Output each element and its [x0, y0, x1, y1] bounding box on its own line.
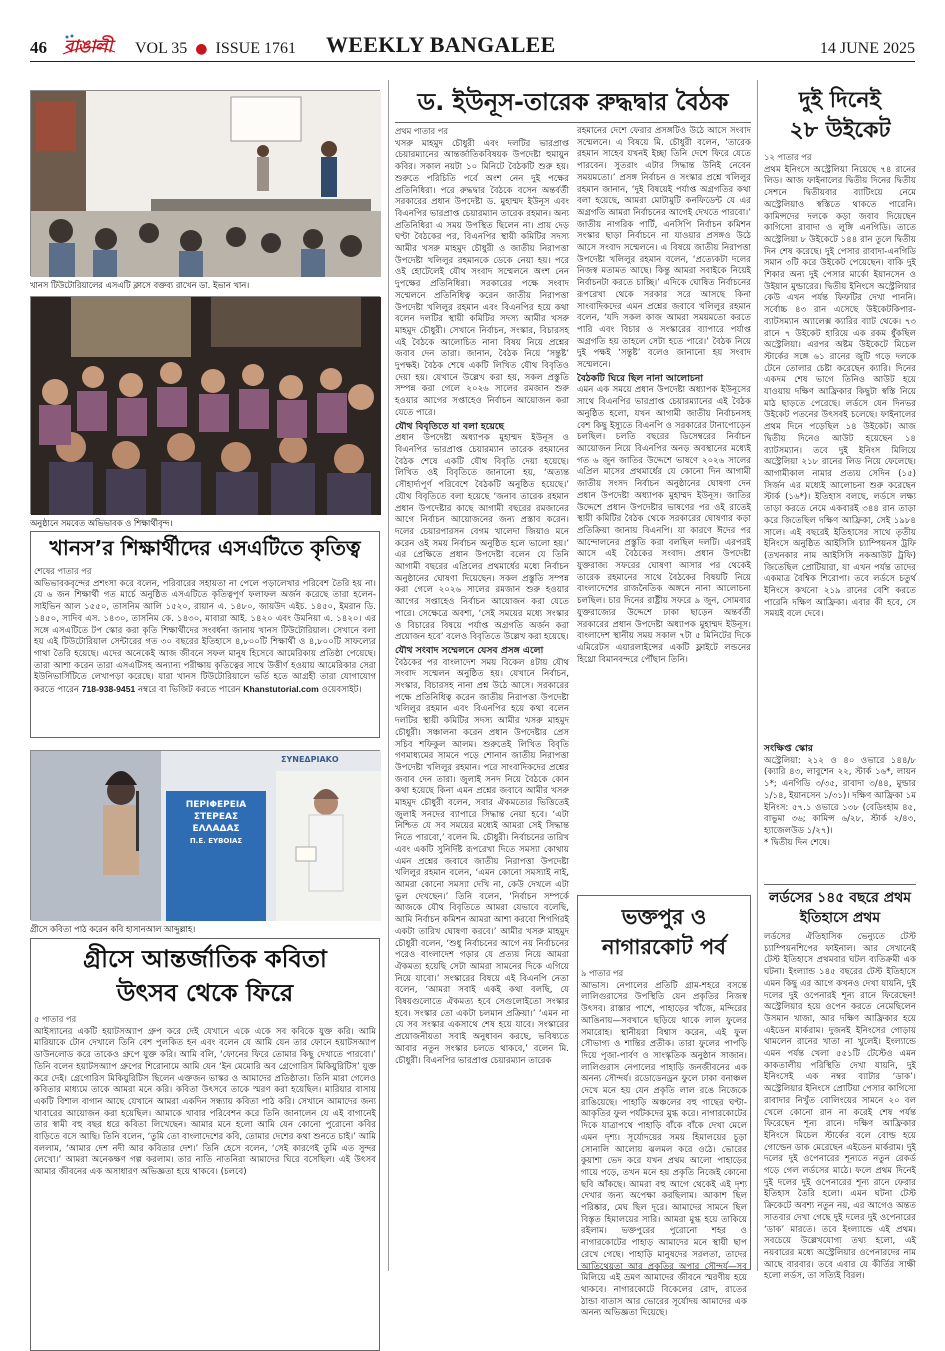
continuation-note: শেষের পাতার পর: [34, 566, 92, 576]
article-greece-headline-line2: উৎসব থেকে ফিরে: [116, 979, 294, 1007]
subheading: যৌথ বিবৃতিতে যা বলা হয়েছে: [395, 420, 505, 432]
scorecard-note: * দ্বিতীয় দিন শেষে।: [764, 837, 830, 848]
audience-photo: [30, 296, 380, 514]
classroom-photo: [30, 90, 380, 276]
article-bhaktapur-headline-line1: ভক্তপুর ও: [621, 905, 707, 929]
scorecard-block: [764, 742, 916, 882]
poetry-reading-photo: [30, 750, 380, 920]
article-yunus-tarek-headline: ড. ইউনূস-তারেক রুদ্ধদ্বার বৈঠক: [417, 88, 729, 116]
volume-label: VOL 35: [135, 40, 188, 57]
article-text: এমন এক সময়ে প্রধান উপদেষ্টা অধ্যাপক ইউনূসের সাথে বিএনপির ভারপ্রাপ্ত চেয়ারম্যানের এই বৈঠক অনুষ্ঠিত হলো, যখন আগামী জাতীয় নির্বাচনসহ বেশ কিছু ইস্যুতে বিএনপি ও সরকারের টানাপোড়েন চলছিল। চলতি বছরের ডিসেম্বরের নির্বাচন আয়োজন নিয়ে বিএনপির অনড় অবস্থানের মধ্যেই গত ৬ জুন জাতির উদ্দেশে ভাষণে ২০২৬ সালের এপ্রিল মাসের প্রথমার্ধের যে কোনো দিন আগামী জাতীয় সংসদ নির্বাচন অনুষ্ঠানের ঘোষণা দেন প্রধান উপদেষ্টা অধ্যাপক মুহাম্মদ ইউনূস। জাতির উদ্দেশে প্রধান উপদেষ্টার ভাষণের পর ওই রাতেই স্থায়ী কমিটির বৈঠক থেকে সরকারের ঘোষণার কড়া প্রতিক্রিয়া জানায় বিএনপি। যা কারণে ঈদের পর আন্দোলনের প্রস্তুতি করা বলছিল দলটি। এরপরই আসে এই বৈঠকের সংবাদ। প্রধান উপদেষ্টা যুক্তরাজ্য সফরের ঘোষণা আসার পর থেকেই তারেক রহমানের সাথে বৈঠকের বিষয়টি নিয়ে বাংলাদেশের রাজনৈতিক অঙ্গনে নানা আলোচনা চলছিল। চার দিনের রাষ্ট্রীয় সফরে ৯ জুন, সোমবার যুক্তরাজ্যের উদ্দেশে ঢাকা ছাড়েন অন্তর্বর্তী সরকারের প্রধান উপদেষ্টা অধ্যাপক মুহাম্মদ ইউনূস। বাংলাদেশ স্থানীয় সময় সকাল ৭টা ৫ মিনিটের দিকে এমিরেটস এয়ারলাইন্সের একটি ফ্লাইটে লন্ডনের হিথ্রো বিমানবন্দরে পৌঁছান তিনি।: [577, 385, 751, 665]
article-lords-headline-line2: ইতিহাসে প্রথম: [799, 910, 881, 926]
newspaper-logo: [61, 32, 117, 58]
article-text: আভাস। নেপালের প্রতিটি গ্রাম-শহরে বসন্তে লালিগুরাসের উপস্থিতি যেন প্রকৃতির নিজস্ব উৎসব। রাস্তার পাশে, পাহাড়ের খাঁজে, মন্দিরের আঙিনায়—সবখানে ছড়িয়ে থাকে লাল ফুলের সমারোহ। স্থানীয়রা বিশ্বাস করেন, এই ফুল সৌভাগ্য ও শান্তির প্রতীক। তারা ফুলের পাপড়ি দিয়ে পূজা-পার্বণ ও সাংস্কৃতিক অনুষ্ঠান সাজান। লালিগুরাস নেপালের পাহাড়ি জনজীবনের এক অনন্য সৌন্দর্য। রডোডেনড্রন ফুলে ঢাকা বনাঞ্চল দেখে মনে হয় যেন প্রকৃতি লাল রঙে নিজেকে রাঙিয়েছে। পাহাড়ি অঞ্চলের বহু গাছের ঘণ্টা-আকৃতির ফুল পর্যটকদের মুগ্ধ করে। নাগারকোটের দিকে যাত্রাপথে পাহাড়ি বাঁকে বাঁকে দেখা মেলে এমন দৃশ্য। সূর্যোদয়ের সময় হিমালয়ের চূড়া সোনালি আলোয় ঝলমল করে ওঠে। ভোরের কুয়াশা ভেদ করে যখন প্রথম আলো পাহাড়ের গায়ে পড়ে, তখন মনে হয় প্রকৃতি নিজেই কোনো ছবি আঁকছে। আমরা বহু আগে থেকেই এই দৃশ্য দেখার জন্য অপেক্ষা করছিলাম। আকাশ ছিল পরিষ্কার, মেঘ ছিল দূরে। আমাদের সামনে ছিল বিস্তৃত হিমালয়ের সারি। আমরা মুগ্ধ হয়ে তাকিয়ে রইলাম। ভক্তপুরের পুরোনো শহর ও নাগারকোটের পাহাড় আমাদের মনে স্থায়ী ছাপ রেখে গেছে। পাহাড়ি মানুষদের সরলতা, তাদের আতিথেয়তা আর প্রকৃতির অপার সৌন্দর্য—সব মিলিয়ে এই ভ্রমণ আমাদের জীবনে স্মরণীয় হয়ে থাকবে। নাগারকোটে বিকেলের রোদ, রাতের ঠান্ডা বাতাস আর ভোরের সূর্যোদয় আমাদের এক অনন্য অভিজ্ঞতা দিয়েছে।: [581, 980, 747, 1319]
article-text: বৈঠকের পর বাংলাদেশ সময় বিকেল ৪টায় যৌথ সংবাদ সম্মেলন অনুষ্ঠিত হয়। যেখানে নির্বাচন, সংস্কার, বিচারসহ নানা প্রশ্ন উঠে আসে। সরকারের পক্ষে প্রতিনিধিত্ব করেন জাতীয় নিরাপত্তা উপদেষ্টা খলিলুর রহমান এবং বিএনপির হয়ে কথা বলেন দলটির স্থায়ী কমিটির সদস্য আমীর খসরু মাহমুদ চৌধুরী। সঞ্চালনা করেন প্রধান উপদেষ্টার প্রেস সচিব শফিকুল আলম। শুরুতেই লিখিত বিবৃতি গণমাধ্যমের সামনে পড়ে শোনান জাতীয় নিরাপত্তা উপদেষ্টা খলিলুর রহমান। পরে সাংবাদিকদের প্রশ্নের জবাব দেন তারা। জুলাই সনদ নিয়ে বৈঠকে কোন কথা হয়েছে কিনা এমন প্রশ্নের জবাবে আমীর খসরু মাহমুদ চৌধুরী বলেন, সবার ঐকমত্যের ভিত্তিতেই জুলাই সনদের ব্যাপারে সিদ্ধান্ত নেয়া হবে। ‘এটা নিশ্চিত যে সব সময়ের মধ্যেই আমরা সেই সিদ্ধান্ত নিতে পারবো,’ বলেন মি. চৌধুরী। নির্বাচনের তারিখ এবং একটি সুনির্দিষ্ট রূপরেখা দিতে সমস্যা কোথায় এমন প্রশ্নের জবাবে জাতীয় নিরাপত্তা উপদেষ্টা খলিলুর রহমান বলেন, ‘এমন কোনো সমস্যাই নাই, আমরা কোনো সমস্যা দেখি না, কেউ দেখলে এটা ভুল দেখছেন।’ তিনি বলেন, ‘নির্বাচন সম্পর্কে আজকে যৌথ বিবৃতিতে আমরা যেভাবে বলেছি, আমি নির্বাচন কমিশন আমরা আশা করবো শিগগিরই একটা তারিখ ঘোষণা করবে।’ আমীর খসরু মাহমুদ চৌধুরী বলেন, ‘শুধু নির্বাচনের আগে নয় নির্বাচনের পরেও বাংলাদেশ গড়ার যে প্রত্যয় নিয়ে আমরা ঐকমত্য হয়েছি সেটা আমরা সামনের দিকে এগিয়ে নিয়ে যাবো।’ সংস্কারের বিষয়ে এই বিএনপি নেতা বলেন, ‘আমরা সবাই একই কথা বলছি, যে বিষয়গুলোতে ঐকমত্য হবে সেগুলোইতো সংস্কার হবে। সংস্কার তো একটা চলমান প্রক্রিয়া।’ ‘এমন না যে সব সংস্কার একসাথে শেষ হয়ে যাবে। সংস্কারের প্রয়োজনীয়তা সবাই অনুধাবন করছে, ভবিষ্যতে আবার নতুন সংস্কার চলতে থাকবে,’ বলেন মি. চৌধুরী। বিএনপির ভারপ্রাপ্ত চেয়ারম্যান তারেক: [395, 657, 569, 1066]
article-text: রহমানের দেশে ফেরার প্রসঙ্গটিও উঠে আসে সংবাদ সম্মেলনে। এ বিষয়ে মি. চৌধুরী বলেন, ‘তারেক রহমান সাহেব যখনই ইচ্ছা তিনি দেশে ফিরে যেতে পারবেন। সুতরাং এটার সিদ্ধান্ত উনিই নেবেন সময়মতো।’ প্রসঙ্গ নির্বাচন ও সংস্কার প্রশ্নে খলিলুর রহমান জানান, ‘দুই বিষয়েই পর্যাপ্ত অগ্রগতির কথা বলা হয়েছে, আমরা মোটামুটি কনফিডেন্ট যে এর অগ্রগতি আমরা নির্বাচনের আগেই দেখতে পারবো।’ জাতীয় নাগরিক পার্টি, এনসিপি নির্বাচন কমিশন সংস্কার ছাড়া নির্বাচনে না যাওয়ার প্রসঙ্গও উঠে আসে সংবাদ সম্মেলনে। এ বিষয়ে জাতীয় নিরাপত্তা উপদেষ্টা খলিলুর রহমান বলেন, ‘প্রত্যেকটা দলের নিজস্ব মতামত আছে। কিন্তু আমরা সবাইকে নিয়েই নির্বাচনটা করতে চাচ্ছি।’ এদিকে ঘোষিত নির্বাচনের রূপরেখা থেকে সরকার সরে আসছে কিনা সাংবাদিকদের এমন প্রশ্নের জবাবে খলিলুর রহমান বলেন, ‘যদি সকল কাজ আমরা সময়মতো করতে পারি এবং বিচার ও সংস্কারের ব্যাপারে পর্যাপ্ত অগ্রগতি হয় তাহলে সেটা হতে পারে।’ বৈঠক নিয়ে দুই পক্ষই ‘সন্তুষ্ট’ বলেও জানানো হয় সংবাদ সম্মেলনে।: [577, 126, 751, 371]
continuation-note: প্রথম পাতার পর: [395, 126, 448, 136]
right-column: [757, 80, 916, 1282]
continuation-note: ৯ পাতার পর: [581, 968, 624, 978]
audience-photo-caption: অনুষ্ঠানে সমবেত অভিভাবক ও শিক্ষার্থীবৃন্দ।: [30, 518, 173, 528]
continuation-note: ১২ পাতার পর: [764, 152, 812, 162]
separator-dot-icon: ●: [195, 41, 208, 57]
article-text: ওয়েবসাইট।: [321, 685, 362, 696]
article-greece-body: [34, 1014, 376, 1348]
article-text: আইস্যানের একটি হয়াটসঅ্যাপ গ্রুপ করে দেই যেখানে একে একে সব কবিকে যুক্ত করি। আমি মারিয়াকে টোন দেখালে তিনি বেশ পুলকিত হন এবং বলেন যে আমি যেন তার ফোনে হয়াটসঅ্যাপ ডাউনলোড করে তাকেও গ্রুপে যুক্ত করি। আমি বলি, ‘ফোনের ফিরে তোমার কিছু দেখাতে পারবো।’ তিনি বলেন হয়াটসঅ্যাপ গ্রুপের শিরোনামে আমি যেন ‘ইন মেমোরি অব গ্রেগোরিস মিকিয়ুরিটিস’ যুক্ত করে দেই। গ্রেগোরিস মিকিয়ুরিটিস ছিলেন এক্তজন ভাস্কর ও আমাদের প্রতিষ্ঠাতা। তিনি মারা গেলেও কবিতার মাধ্যমে তাকে আমরা মনে করি। কবিতা উৎসবে তাকে স্মরণ করা হয়েছিল। মারিয়ার বাসায় একটি বিশাল বাগান আছে যেখানে আমরা একদিন সন্ধ্যায় কবিতা পাঠ করি। সেখানে আমাদের জন্য খাবারের আয়োজন করা হয়েছিল। আমাকে খাবার পরিবেশন করে তিনি জানালেন যে এই বাগানেই তার স্বামী বহু বছর ধরে কবিতা লিখেছেন। আমার মনে হলো আমি যেন কোনো পুরোনো কবির বাড়িতে বসে আছি। তিনি বলেন, ‘তুমি তো বাংলাদেশের কবি, তোমার দেশের কথা শুনতে চাই।’ আমি বললাম, ‘আমার দেশ নদী আর কবিতার দেশ।’ তিনি হেসে বলেন, ‘সেই কারণেই তুমি এত সুন্দর লেখো।’ আমরা অনেকক্ষণ গল্প করলাম। তার নাতি নাতনিরা আমাদের ঘিরে বসেছিল। এই উৎসব আমার জীবনের এক অসাধারণ অভিজ্ঞতা হয়ে থাকবে। (চলবে): [34, 1026, 376, 1178]
article-cricket-body: [764, 152, 916, 742]
article-text: নম্বরে বা ভিজিট করতে পারেন: [138, 685, 241, 696]
article-khans-sat-headline: খানস’র শিক্ষার্থীদের এসএটিতে কৃতিত্ব: [49, 536, 361, 560]
page-number: 46: [30, 38, 47, 57]
article-text: লর্ডসের ঐতিহাসিক ভেন্যুতে টেস্ট চ্যাম্পিয়নশিপের ফাইনাল। আর সেখানেই টেস্ট ইতিহাসে প্রথমবার ঘটল ব্যতিক্রমী এক ঘটনা। ইংল্যান্ড ১৪৫ বছরের টেস্ট ইতিহাসে এমন কিছু এর আগে কখনও দেখা যায়নি, দুই দলের দুই ওপেনারই শূন্য রানে ফিরেছেন! অস্ট্রেলিয়ার হয়ে ওপেন করতে নেমেছিলেন উসমান খাজা, আর দক্ষিণ আফ্রিকার হয়ে এইডেন মার্করাম। দুজনই ইনিংসের গোড়ায় থামলেন রানের খাতা না খুলেই। ইংল্যান্ডে এমন পর্যন্ত খেলা ৫৫১টি টেস্টেও এমন কাকতালীয় পরিস্থিতি দেখা যায়নি, দুই ইনিংসেই এক নম্বর ব্যাটার ‘ডাক’। অস্ট্রেলিয়ার ইনিংসে প্রোটিয়া পেসার কাগিসো রাবাদার নিখুঁত বোলিংয়ের সামনে ২০ বল খেলে কোনো রান না করেই শেষ পর্যন্ত ফিরেছেন শূন্য রানে। দক্ষিণ আফ্রিকার ইনিংসে মিচেল স্টার্কের বলে বোল্ড হয়ে গোল্ডেন ডাক মেরেছেন এইডেন মার্করাম। দুই দলের দুই ওপেনারের শূন্যতে নতুন রেকর্ড গড়ে গেল লর্ডসের মাঠে। ফলে প্রথম দিনেই দুই দলের দুই ওপেনারের শূন্য রানে ফেরার ইতিহাস তৈরি হলো। এমন ঘটনা টেস্ট ক্রিকেটে অবশ্য নতুন নয়, এর আগেও অন্তত সাতবার দেখা গেছে দুই দলের দুই ওপেনারের ‘ডাক’ মারতে। তবে ইংল্যান্ডে এই প্রথম। সবচেয়ে উল্লেখযোগ্য তথ্য হলো, এই নয়বারের মধ্যে অস্ট্রেলিয়ার ওপেনারদের নাম আছে বারবার। তবে এবার যে কীর্তির সাক্ষী হলো লর্ডস, তা সত্যিই বিরল।: [764, 932, 916, 1282]
issue-date: 14 JUNE 2025: [819, 40, 915, 57]
continuation-note: ৫ পাতার পর: [34, 1014, 77, 1024]
scorecard-title: সংক্ষিপ্ত স্কোর: [764, 743, 813, 754]
article-text: প্রধান উপদেষ্টা অধ্যাপক মুহাম্মদ ইউনূস ও বিএনপির ভারপ্রাপ্ত চেয়ারম্যান তারেক রহমানের বৈঠক শেষে একটি যৌথ বিবৃতি দেয়া হয়েছে। লিখিত ওই বিবৃতিতে জানানো হয়, ‘অত্যন্ত সৌহার্দ্যপূর্ণ পরিবেশে বৈঠকটি অনুষ্ঠিত হয়েছে।’ যৌথ বিবৃতিতে বলা হয়েছে ‘জনাব তারেক রহমান প্রধান উপদেষ্টার কাছে আগামী বছরের রমজানের আগে নির্বাচন আয়োজনের জন্য প্রস্তাব করেন। দলের চেয়ারপারসন বেগম খালেদা জিয়াও মনে করেন ওই সময় নির্বাচন অনুষ্ঠিত হলে ভালো হয়।’ এর প্রেক্ষিতে প্রধান উপদেষ্টা বলেন যে তিনি আগামী বছরের এপ্রিলের প্রথমার্ধের মধ্যে নির্বাচন অনুষ্ঠানের ঘোষণা দিয়েছেন। সকল প্রস্তুতি সম্পন্ন করা গেলে ২০২৬ সালের রমজান শুরু হওয়ার আগের সপ্তাহেও নির্বাচন আয়োজন করা যেতে পারে। সেক্ষেত্রে অবশ্য, ‘সেই সময়ের মধ্যে সংস্কার ও বিচারের বিষয়ে পর্যাপ্ত অগ্রগতি অর্জন করা প্রয়োজন হবে’ বলেও বিবৃতিতে উল্লেখ করা হয়েছে।: [395, 433, 569, 643]
issue-label: ISSUE 1761: [215, 40, 296, 57]
article-bhaktapur-headline-line2: নাগারকোট পর্ব: [602, 935, 726, 959]
website-link: Khanstutorial.com: [243, 684, 319, 695]
article-yunus-tarek-body-col-a: [395, 126, 569, 1286]
article-yunus-tarek-body-col-b: [577, 126, 751, 894]
poetry-reading-photo-caption: গ্রীসে কবিতা পাঠ করেন কবি হাসানআল আব্দুল্লাহ।: [30, 924, 196, 934]
banner-text: ΣΥΝΕΔΡΙΑΚΟ: [281, 755, 339, 764]
contact-phone: 718-938-9451: [81, 684, 136, 695]
banner-text: ΠΕΡΙΦΕΡΕΙΑ: [185, 800, 247, 810]
scorecard-text: অস্ট্রেলিয়া: ২১২ ও ৪০ ওভারে ১৪৪/৮ (ক্যারি ৪৩, লাবুশেন ২২, স্টার্ক ১৬*, লায়ন ১*; এনগিডি ৩/৩৫, রাবাদা ৩/৪৪, মুল্ডার ১/১৪, ইয়ানসেন ১/৩১)। দক্ষিণ আফ্রিকা ১ম ইনিংস: ৫৭.১ ওভারে ১৩৮ (বেডিংহাম ৪৫, বাভুমা ৩৬; কামিন্স ৬/২৮, স্টার্ক ২/৪৩, হ্যাজেলউড ১/২৭)।: [764, 755, 916, 836]
article-text: খসরু মাহমুদ চৌধুরী এবং দলটির ভারপ্রাপ্ত চেয়ারম্যানের আন্তর্জাতিকবিষয়ক উপদেষ্টা হুমায়ুন কবির। সকাল নয়টা ১০ মিনিটে বৈঠকটি শুরু হয়। শুরুতে পরিচিতি পর্বে অংশ নেন দুই পক্ষের প্রতিনিধিরা। পরে রুদ্ধদ্বার বৈঠকে বসেন অন্তর্বর্তী সরকারের প্রধান উপদেষ্টা ড. মুহাম্মদ ইউনূস এবং বিএনপির ভারপ্রাপ্ত চেয়ারম্যান তারেক রহমান। অন্য প্রতিনিধিরা এ সময় উপস্থিত ছিলেন না। প্রায় দেড় ঘণ্টা বৈঠকের পর, বিএনপির স্থায়ী কমিটির সদস্য আমীর খসরু মাহমুদ চৌধুরী ও জাতীয় নিরাপত্তা উপদেষ্টা খলিলুর রহমানকে ডেকে নেয়া হয়। পরে ওই হোটেলেই যৌথ সংবাদ সম্মেলনে অংশ নেন দুপক্ষের প্রতিনিধিরা। সরকারের পক্ষে সংবাদ সম্মেলনে প্রতিনিধিত্ব করেন জাতীয় নিরাপত্তা উপদেষ্টা খলিলুর রহমান এবং বিএনপির হয়ে কথা বলেন দলটির স্থায়ী কমিটির সদস্য আমীর খসরু মাহমুদ চৌধুরী। সেখানে নির্বাচন, সংস্কার, বিচারসহ এই বৈঠকে আলোচিত নানা বিষয় নিয়ে প্রশ্নের জবাব দেন তারা। জানান, বৈঠক নিয়ে ‘সন্তুষ্ট’ দুপক্ষই। বৈঠক শেষে একটি লিখিত যৌথ বিবৃতিও দেয়া হয়। যেখানে উল্লেখ করা হয়, সকল প্রস্তুতি সম্পন্ন করা গেলে ২০২৬ সালের রমজান শুরু হওয়ার আগের সপ্তাহেও নির্বাচন আয়োজন করা যেতে পারে।: [395, 138, 569, 418]
subheading: বৈঠকটি ঘিরে ছিল নানা আলোচনা: [577, 372, 704, 384]
article-cricket-headline-line1: দুই দিনেই: [799, 88, 881, 113]
article-text: প্রথম ইনিংসে অস্ট্রেলিয়া নিয়েছে ৭৪ রানের লিড। আজ ফাইনালের দ্বিতীয় দিনের দ্বিতীয় সেশনে দ্বিতীয়বার ব্যাটিংয়ে নেমে অস্ট্রেলিয়াও স্বস্তিতে থাকতে পারেনি। কামিন্সদের দলকে কড়া জবাব দিয়েছেন কাগিসো রাবাদা ও লুঙ্গি এনগিডি। তাতে অস্ট্রেলিয়া ৮ উইকেটে ১৪৪ রান তুলে দ্বিতীয় দিন শেষ করেছে। দুই পেসার রাবাদা-এনগিডি সমান ৩টি করে উইকেট পেয়েছেন। বাকি দুই শিকার অন্য দুই পেসার মার্কো ইয়ানসেন ও উইয়ান মুল্ডারের। দ্বিতীয় ইনিংসে অস্ট্রেলিয়ার কেউ এখন পর্যন্ত ফিফটির দেখা পাননি। সর্বোচ্চ ৪৩ রান এসেছে উইকেটকিপার-ব্যাটসম্যান অ্যালেক্স ক্যারির ব্যাট থেকে। ৭৩ রানে ৭ উইকেট হারিয়ে এক রকম ধুঁকছিল অস্ট্রেলিয়া। এরপর অষ্টম উইকেটে মিচেল স্টার্কের সঙ্গে ৬১ রানের জুটি গড়ে দলকে টেনে তোলার চেষ্টা করেছেন ক্যারি। দিনের একদম শেষ ভাগে তিনিও আউট হয়ে যাওয়ায় দক্ষিণ আফ্রিকার কিছুটা স্বস্তি নিয়ে মাঠ ছাড়তে পেরেছে। লর্ডসে যেন দিনভর উইকেট পতনের উৎসবই চলেছে। ফাইনালের প্রথম দিনে পড়েছিল ১৪ উইকেট। আজ দ্বিতীয় দিনেও আউট হয়েছেন ১৪ ব্যাটসম্যান। তবে দুই ইনিংস মিলিয়ে অস্ট্রেলিয়া ২১৮ রানের লিড নিয়ে ফেলেছে। আগামীকাল নামার প্রত্যয় সেদিন (১৫) সির্জন এর মধ্যেই আলোচনা শুরু করেছেন স্টার্ক (১৬*)। ইতিহাস বলছে, লর্ডসে লক্ষ্য তাড়া করতে নেমে একবারই ৩৪৪ রান তাড়া করে জিতেছিল দক্ষিণ আফ্রিকা, সেই ১৯৮৪ সালে। এই বছরেই ইতিহাসের সাথে তৃতীয় ইনিংসে অনুষ্ঠিত আইসিসি চ্যাম্পিয়নস ট্রফি (তখনকার নাম আইসিসি নকআউট ট্রফি) জিতেছিল প্রোটিয়ারা, যা এখন পর্যন্ত তাদের একমাত্র বৈশ্বিক শিরোপা। তবে লর্ডসে চতুর্থ ইনিংসে কখনো ২১৯ রানের বেশি করতে পারেনি দক্ষিণ আফ্রিকা। এবার কী হবে, সে সময়ই বলে দেবে।: [764, 164, 916, 620]
article-cricket-headline-line2: ২৮ উইকেট: [789, 118, 891, 143]
page-header: [30, 32, 915, 62]
article-greece-headline-line1: গ্রীসে আন্তর্জাতিক কবিতা: [83, 945, 327, 973]
logo-text: বাঙালী: [64, 37, 112, 57]
article-khans-sat-body: [34, 566, 376, 736]
article-text: অভিভাবকবৃন্দের প্রশংসা করে বলেন, পরিবারের সহায়তা না পেলে পড়ালেখার পরিবেশ তৈরি হয় না। যে ৬ জন শিক্ষার্থী গত মার্চে অনুষ্ঠিত এসএটিতে কৃতিত্বপূর্ণ ফলাফল অর্জন করেছে তারা হলেন- সাইভিন আল ১৫৫০, তাসনিম আলি ১৫২০, রায়ান এ. ১৪৮০, জায়উদ এইচ. ১৪৫০, ইমরান ডি. ১৪৫০, সাদিব এস. ১৪৩০, তাসনিম কে. ১৪৩০, মাবারা আই. ১৪২০ এবং উমনিয়া এ. ১৪২০। এর সঙ্গে এসএটিতে টপ স্কোর করা কৃতি শিক্ষার্থীদের সংবর্ধনা জানায় খানস টিউটোরিয়াল। সেখানে বলা হয় এই টিউটোরিয়াল সেন্টারের গত ৩০ বছরের ইতিহাসে ৪,৮০০টি শিক্ষার্থী ও ৪,৮০০টি সাফল্যের গাথা তৈরি হয়েছে। এদের অনেকেই আজ জীবনে সফল মানুষ হিসেবে আমেরিকায় প্রতিষ্ঠা পেয়েছে। তারা আশা করেন তারা এসএটিসহ অন্যান্য পরীক্ষায় কৃতিত্বের সাথে উত্তীর্ণ হওয়ায় আমেরিকার সেরা ইউনিভার্সিটিতে লেখাপড়া করেছে। যারা খানস টিউটোরিয়ালে ভর্তি হতে আগ্রহী তারা যোগাযোগ করতে পারেন: [34, 578, 376, 696]
left-column: [30, 80, 380, 1271]
middle-column: [388, 80, 751, 1319]
article-lords-body: [764, 932, 916, 1350]
banner-text: Π.Ε. ΕΥΒΟΙΑΣ: [189, 837, 243, 845]
banner-text: ΣΤΕΡΕΑΣ: [193, 812, 239, 822]
article-lords-headline-line1: লর্ডসের ১৪৫ বছরে প্রথম: [768, 890, 912, 906]
article-bhaktapur-body: [581, 968, 747, 1319]
publication-title: WEEKLY BANGALEE: [325, 32, 556, 57]
banner-text: ΕΛΛΑΔΑΣ: [192, 824, 240, 834]
subheading: যৌথ সংবাদ সম্মেলনে যেসব প্রসঙ্গ এলো: [395, 644, 544, 656]
classroom-photo-caption: খানস টিউটোরিয়ালের এসএটি ক্লাসে বক্তব্য রাখেন ডা. ইভান খান।: [30, 280, 250, 290]
